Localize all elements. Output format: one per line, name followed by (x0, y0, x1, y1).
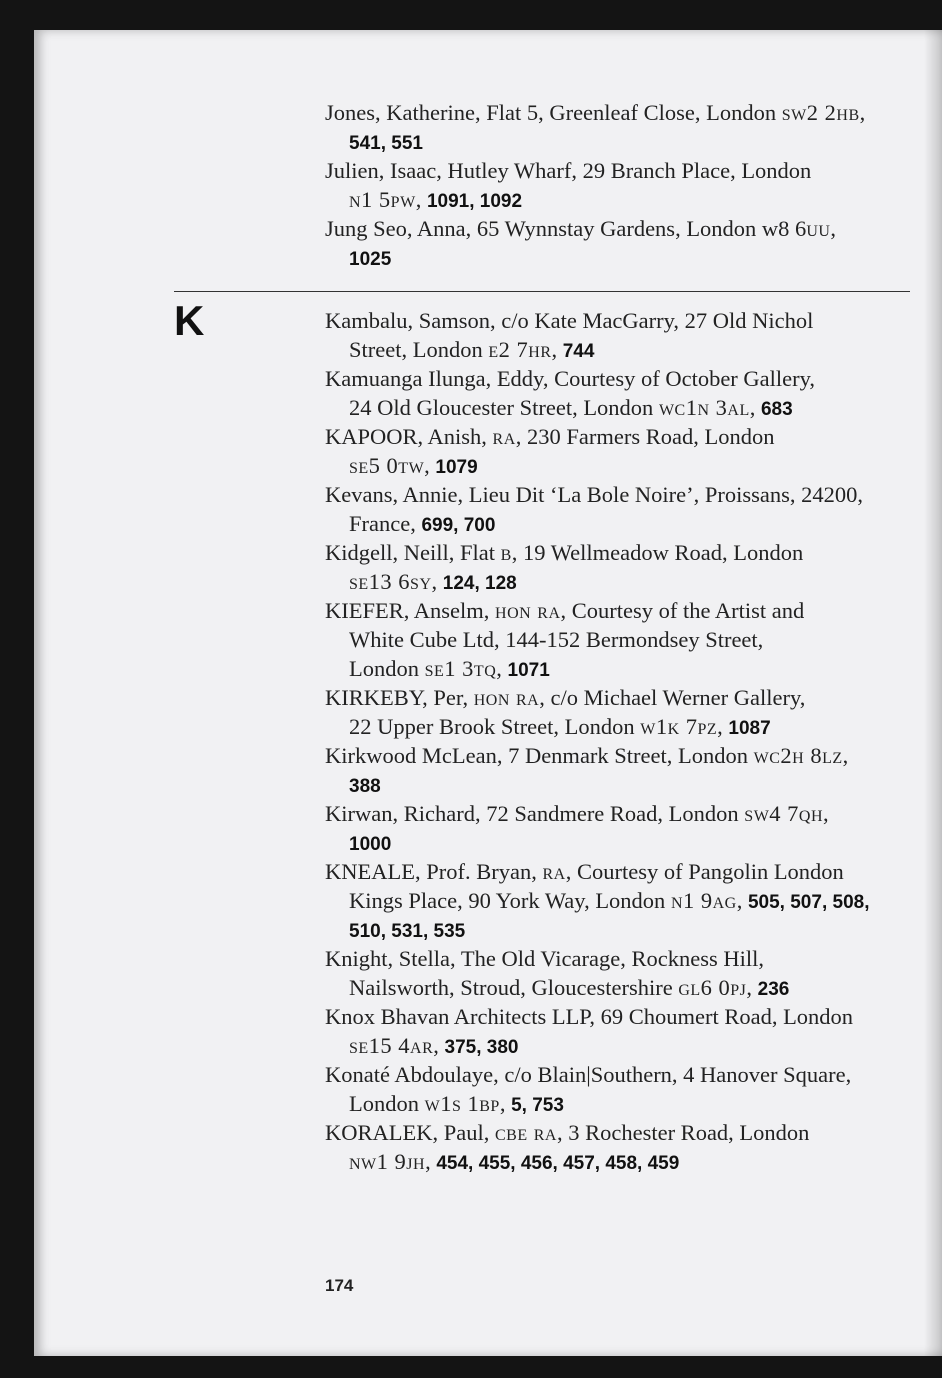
entry-text-tail: , (551, 337, 563, 362)
entry-line (325, 799, 915, 828)
entry-text: Julien, Isaac, Hutley Wharf, 29 Branch Place, London (325, 158, 812, 183)
entry-text: Knight, Stella, The Old Vicarage, Rockness Hill, (325, 946, 764, 971)
entry-line (325, 828, 915, 857)
section-letter: K (174, 297, 205, 344)
entry-postcode: wc2h 8lz (753, 743, 843, 768)
index-entry (325, 799, 915, 857)
entry-line (325, 480, 915, 509)
index-entry (325, 1002, 915, 1060)
entry-text: Kevans, Annie, Lieu Dit ‘La Bole Noire’, Proissans, 24200, (325, 482, 864, 507)
entry-text-tail: , (736, 888, 748, 913)
entry-page-refs: 1071 (507, 660, 550, 681)
entry-line (325, 509, 915, 538)
index-entry (325, 364, 915, 422)
entry-page-refs: 1087 (728, 718, 771, 739)
entry-text: Kamuanga Ilunga, Eddy, Courtesy of October Gallery, (325, 366, 816, 391)
index-entry (325, 422, 915, 480)
entry-postcode: gl6 0pj (678, 975, 747, 1000)
entry-text-tail: , (842, 743, 849, 768)
index-entry (325, 683, 915, 741)
index-page (34, 30, 942, 1356)
entry-line (325, 770, 915, 799)
entry-page-refs: 744 (562, 341, 595, 362)
entry-line (325, 306, 915, 335)
entry-line (325, 654, 915, 683)
entry-line (325, 683, 915, 712)
entry-page-refs: 375, 380 (444, 1037, 519, 1058)
page-number: 174 (325, 1276, 354, 1295)
entry-text-tail: , (431, 569, 443, 594)
entry-line (325, 127, 915, 156)
entry-postcode: se5 0tw (349, 453, 425, 478)
entry-text-tail: , (830, 216, 837, 241)
entry-page-refs: 388 (349, 776, 381, 797)
entry-text: Kidgell, Neill, Flat (325, 540, 501, 565)
index-entry (325, 214, 915, 272)
index-entry (325, 1118, 915, 1176)
entries-list-k (325, 306, 915, 1176)
entry-line (325, 1147, 915, 1176)
entry-text-tail: , (499, 1091, 512, 1116)
page-gutter-shadow (924, 30, 942, 1356)
entry-text: Jones, Katherine, Flat 5, Greenleaf Close, London (325, 100, 782, 125)
entry-text: KORALEK, Paul, (325, 1120, 495, 1145)
entry-line (325, 393, 915, 422)
entry-line (325, 1002, 915, 1031)
entry-line (325, 857, 915, 886)
entry-line (325, 335, 915, 364)
entry-text: Street, London (349, 337, 489, 362)
entry-text-tail: , (823, 801, 829, 826)
index-entry (325, 538, 915, 596)
entry-postcode: n1 9ag (670, 888, 737, 913)
entry-text: 24 Old Gloucester Street, London (349, 395, 659, 420)
entry-text-tail: , (424, 453, 436, 478)
entry-text-tail: , (746, 975, 758, 1000)
entry-line (325, 422, 915, 451)
index-entry (325, 596, 915, 683)
entry-text: Kirwan, Richard, 72 Sandmere Road, London (325, 801, 745, 826)
entry-text: Kings Place, 90 York Way, London (349, 888, 671, 913)
entry-line (325, 567, 915, 596)
entry-text-tail: , (859, 100, 866, 125)
entry-text: London (349, 1091, 425, 1116)
entry-text-tail: , 230 Farmers Road, London (515, 424, 775, 449)
entry-text: Nailsworth, Stroud, Gloucestershire (349, 975, 679, 1000)
entry-line (325, 451, 915, 480)
entry-line (325, 886, 915, 915)
entry-page-refs: 541, 551 (349, 133, 423, 154)
entries-list-j (325, 98, 915, 272)
entry-postcode: sw2 2hb (781, 100, 860, 125)
entry-text-tail: , (717, 714, 729, 739)
entry-postcode: sw4 7qh (744, 801, 824, 826)
entry-line (325, 1060, 915, 1089)
index-entry (325, 1060, 915, 1118)
entry-text: France, (349, 511, 422, 536)
entry-postcode: n1 5pw (349, 187, 416, 212)
entry-postcode: w1k 7pz (640, 714, 718, 739)
entry-postcode: ra (492, 424, 516, 449)
entry-text-tail: , Courtesy of the Artist and (560, 598, 805, 623)
entry-line (325, 596, 915, 625)
entry-text-tail: , Courtesy of Pangolin London (565, 859, 844, 884)
index-entry (325, 944, 915, 1002)
entry-text: Konaté Abdoulaye, c/o Blain|Southern, 4 Hanover Square, (325, 1062, 852, 1087)
entry-page-refs: 1000 (349, 834, 392, 855)
entry-postcode: nw1 9jh (349, 1149, 426, 1174)
entry-postcode: w1s 1bp (424, 1091, 500, 1116)
entry-text-tail: , 19 Wellmeadow Road, London (511, 540, 804, 565)
entry-line (325, 1118, 915, 1147)
entry-page-refs: 505, 507, 508, (747, 892, 870, 913)
entry-text: London (349, 656, 425, 681)
entry-text: KNEALE, Prof. Bryan, (325, 859, 543, 884)
entry-postcode: hon ra (473, 685, 540, 710)
entry-line (325, 973, 915, 1002)
entry-text: Kambalu, Samson, c/o Kate MacGarry, 27 Old Nichol (325, 308, 814, 333)
entry-postcode: cbe ra (495, 1120, 557, 1145)
entry-text: KIRKEBY, Per, (325, 685, 474, 710)
entry-line (325, 712, 915, 741)
entry-line (325, 625, 915, 654)
entry-line (325, 538, 915, 567)
entry-postcode: se1 3tq (424, 656, 497, 681)
entry-page-refs: 1025 (349, 249, 392, 270)
entry-page-refs: 699, 700 (421, 515, 496, 536)
entry-page-refs: 236 (757, 979, 790, 1000)
entry-postcode: wc1n 3al (658, 395, 750, 420)
entry-postcode: se15 4ar (349, 1033, 434, 1058)
entry-text: Jung Seo, Anna, 65 Wynnstay Gardens, London w8 6 (325, 216, 807, 241)
entry-line (325, 915, 915, 944)
entry-postcode: e2 7hr (488, 337, 552, 362)
entry-postcode: b (500, 540, 512, 565)
index-entry (325, 741, 915, 799)
index-entry (325, 98, 915, 156)
entry-text-tail: , (496, 656, 508, 681)
entry-line (325, 741, 915, 770)
entry-text: Knox Bhavan Architects LLP, 69 Choumert Road, London (325, 1004, 854, 1029)
entry-text: KIEFER, Anselm, (325, 598, 496, 623)
entry-line (325, 98, 915, 127)
entry-page-refs: 1091, 1092 (426, 191, 523, 212)
entry-text-tail: , 3 Rochester Road, London (556, 1120, 810, 1145)
entry-page-refs: 683 (760, 399, 793, 420)
section-divider (174, 291, 910, 292)
entry-line (325, 944, 915, 973)
entry-line (325, 1031, 915, 1060)
index-entry (325, 480, 915, 538)
entry-text-tail: , c/o Michael Werner Gallery, (539, 685, 806, 710)
entry-text: KAPOOR, Anish, (325, 424, 493, 449)
entry-line (325, 185, 915, 214)
entry-postcode: se13 6sy (349, 569, 432, 594)
entry-page-refs: 454, 455, 456, 457, 458, 459 (436, 1153, 680, 1174)
entry-page-refs: 1079 (435, 457, 478, 478)
entry-line (325, 214, 915, 243)
entry-line (325, 243, 915, 272)
entry-text: Kirkwood McLean, 7 Denmark Street, London (325, 743, 754, 768)
entry-text: 22 Upper Brook Street, London (349, 714, 641, 739)
entry-page-refs: 5, 753 (511, 1095, 564, 1116)
index-entry (325, 857, 915, 944)
entry-page-refs: 510, 531, 535 (349, 921, 466, 942)
entry-text-tail: , (415, 187, 427, 212)
entry-postcode: hon ra (495, 598, 561, 623)
entry-text: White Cube Ltd, 144-152 Bermondsey Street, (349, 627, 764, 652)
entry-line (325, 156, 915, 185)
entry-text-tail: , (433, 1033, 445, 1058)
entry-postcode: uu (806, 216, 831, 241)
entry-line (325, 364, 915, 393)
entry-postcode: ra (542, 859, 566, 884)
index-entry (325, 306, 915, 364)
entry-page-refs: 124, 128 (442, 573, 517, 594)
index-entry (325, 156, 915, 214)
entry-text-tail: , (749, 395, 761, 420)
entry-line (325, 1089, 915, 1118)
entry-text-tail: , (425, 1149, 437, 1174)
